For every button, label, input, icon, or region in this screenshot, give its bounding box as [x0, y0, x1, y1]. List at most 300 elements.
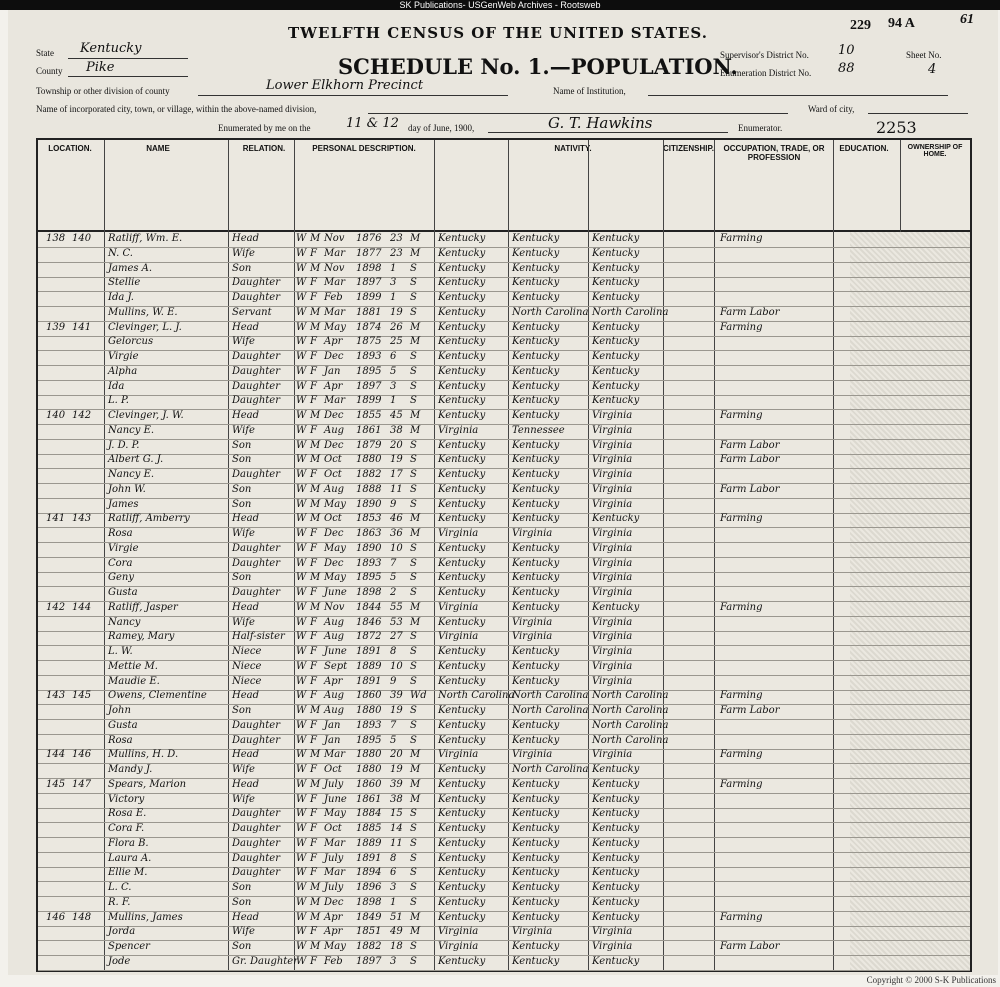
table-row [38, 866, 970, 882]
father-birthplace: Kentucky [512, 557, 560, 569]
race: W [296, 734, 307, 746]
relation: Daughter [232, 292, 280, 303]
birthplace: Kentucky [438, 351, 486, 362]
father-birthplace: Kentucky [512, 837, 560, 849]
sex: F [310, 631, 317, 643]
birth-month: Oct [324, 454, 342, 466]
table-row [38, 689, 970, 705]
table-row [38, 881, 970, 897]
relation: Head [232, 690, 260, 702]
age: 19 [390, 705, 403, 716]
relation: Head [232, 911, 260, 923]
birth-year: 1884 [356, 808, 382, 820]
enumeration-value: 88 [838, 61, 855, 76]
birthplace: Kentucky [438, 587, 486, 598]
sex: F [310, 823, 317, 834]
race: W [296, 705, 307, 716]
race: W [296, 351, 307, 362]
birth-year: 1893 [356, 719, 382, 731]
birthplace: Kentucky [438, 911, 486, 923]
race: W [296, 557, 307, 569]
person-name: Nancy E. [108, 469, 155, 480]
person-name: Ratliff, Wm. E. [108, 233, 183, 244]
mother-birthplace: Virginia [592, 528, 633, 539]
mother-birthplace: Kentucky [592, 336, 640, 348]
birthplace: Kentucky [438, 837, 486, 849]
birth-month: Apr [324, 675, 343, 687]
birthplace: Virginia [438, 941, 479, 952]
marital-status: S [410, 823, 417, 834]
marital-status: M [410, 528, 421, 539]
marital-status: M [410, 247, 421, 259]
birthplace: Kentucky [438, 542, 486, 554]
person-name: Laura A. [108, 852, 152, 864]
table-row [38, 704, 970, 720]
race: W [296, 306, 307, 318]
marital-status: S [410, 572, 417, 584]
birth-year: 1889 [356, 660, 382, 672]
table-row [38, 955, 970, 971]
race: W [296, 867, 307, 879]
sex: F [310, 675, 317, 687]
mother-birthplace: Kentucky [592, 395, 640, 407]
birth-month: May [324, 572, 346, 584]
relation: Daughter [232, 852, 280, 864]
marital-status: S [410, 469, 417, 480]
marital-status: S [410, 380, 417, 392]
table-row [38, 262, 970, 278]
race: W [296, 247, 307, 259]
table-row [38, 321, 970, 337]
relation: Niece [232, 660, 262, 672]
birth-month: Jan [324, 734, 341, 746]
sex: M [310, 896, 321, 908]
father-birthplace: Kentucky [512, 542, 560, 554]
person-name: Flora B. [108, 837, 149, 849]
state-value: Kentucky [80, 41, 142, 56]
sex: M [310, 778, 321, 790]
mother-birthplace: Kentucky [592, 380, 640, 392]
sex: M [310, 498, 321, 510]
race: W [296, 336, 307, 348]
father-birthplace: Kentucky [512, 395, 560, 407]
sex: M [310, 306, 321, 318]
birth-year: 1897 [356, 277, 382, 289]
relation: Daughter [232, 469, 280, 480]
mother-birthplace: Kentucky [592, 262, 640, 274]
birth-year: 1899 [356, 395, 382, 407]
birthplace: Kentucky [438, 808, 486, 820]
age: 7 [390, 719, 397, 731]
marital-status: M [410, 911, 421, 923]
occupation: Farming [720, 513, 763, 525]
race: W [296, 837, 307, 849]
table-row [38, 911, 970, 927]
dwelling-number: 142 [46, 601, 66, 613]
table-row [38, 542, 970, 558]
marital-status: S [410, 498, 417, 510]
father-birthplace: Kentucky [512, 262, 560, 274]
sex: F [310, 557, 317, 569]
birth-year: 1885 [356, 823, 382, 834]
mother-birthplace: Kentucky [592, 911, 640, 923]
dwelling-number: 141 [46, 513, 66, 525]
age: 3 [390, 955, 397, 967]
birth-year: 1882 [356, 469, 382, 480]
col-ownership: OWNERSHIP OF HOME. [907, 144, 963, 158]
relation: Daughter [232, 542, 280, 554]
person-name: Gelorcus [108, 336, 154, 348]
age: 9 [390, 498, 397, 510]
birth-month: Aug [324, 690, 345, 702]
person-name: Gusta [108, 587, 138, 598]
birth-month: Apr [324, 380, 343, 392]
birth-month: July [324, 882, 344, 893]
relation: Son [232, 882, 252, 893]
father-birthplace: Kentucky [512, 469, 560, 480]
age: 20 [390, 749, 403, 761]
race: W [296, 601, 307, 613]
relation: Wife [232, 793, 255, 805]
relation: Daughter [232, 587, 280, 598]
relation: Daughter [232, 719, 280, 731]
race: W [296, 587, 307, 598]
father-birthplace: Kentucky [512, 793, 560, 805]
birth-month: May [324, 498, 346, 510]
birthplace: Kentucky [438, 454, 486, 466]
birth-month: May [324, 321, 346, 333]
mother-birthplace: Virginia [592, 616, 633, 628]
age: 1 [390, 896, 397, 908]
birth-month: Nov [324, 262, 345, 274]
father-birthplace: Kentucky [512, 365, 560, 377]
birth-month: Nov [324, 601, 345, 613]
table-row [38, 557, 970, 573]
enumerated-label: Enumerated by me on the [218, 123, 311, 133]
father-birthplace: Kentucky [512, 808, 560, 820]
person-name: Jode [108, 955, 131, 967]
birth-month: June [324, 587, 347, 598]
birthplace: Virginia [438, 749, 479, 761]
birthplace: Kentucky [438, 262, 486, 274]
father-birthplace: Virginia [512, 528, 553, 539]
birthplace: Kentucky [438, 498, 486, 510]
age: 39 [390, 778, 403, 790]
table-row [38, 498, 970, 514]
father-birthplace: Kentucky [512, 380, 560, 392]
stamp-number: 2253 [876, 118, 917, 137]
table-row [38, 852, 970, 868]
mother-birthplace: Virginia [592, 424, 633, 436]
marital-status: M [410, 778, 421, 790]
marital-status: S [410, 852, 417, 864]
marital-status: S [410, 941, 417, 952]
table-row [38, 675, 970, 691]
age: 17 [390, 469, 403, 480]
table-row [38, 247, 970, 263]
birth-month: Oct [324, 764, 342, 775]
mother-birthplace: Kentucky [592, 365, 640, 377]
table-row [38, 601, 970, 617]
sex: M [310, 941, 321, 952]
sex: M [310, 321, 321, 333]
birth-year: 1891 [356, 852, 382, 864]
occupation: Farm Labor [720, 941, 780, 952]
sex: F [310, 852, 317, 864]
father-birthplace: Kentucky [512, 572, 560, 584]
birth-month: Apr [324, 911, 343, 923]
person-name: Cora [108, 557, 133, 569]
marital-status: M [410, 749, 421, 761]
table-row [38, 837, 970, 853]
dwelling-number: 145 [46, 778, 66, 790]
person-name: Ida [108, 380, 125, 392]
sex: M [310, 439, 321, 451]
relation: Head [232, 513, 260, 525]
table-row [38, 748, 970, 764]
occupation: Farming [720, 410, 763, 421]
person-name: Spencer [108, 941, 150, 952]
birthplace: Kentucky [438, 336, 486, 348]
birthplace: Kentucky [438, 675, 486, 687]
birth-year: 1855 [356, 410, 382, 421]
birth-month: Nov [324, 233, 345, 244]
birth-month: Mar [324, 247, 345, 259]
birth-month: Oct [324, 823, 342, 834]
age: 1 [390, 395, 397, 407]
marital-status: S [410, 631, 417, 643]
person-name: N. C. [108, 247, 133, 259]
county-value: Pike [86, 60, 115, 75]
person-name: Jorda [108, 926, 136, 938]
occupation: Farm Labor [720, 483, 780, 495]
birth-year: 1860 [356, 690, 382, 702]
person-name: Clevinger, J. W. [108, 410, 184, 421]
father-birthplace: Kentucky [512, 911, 560, 923]
marital-status: M [410, 424, 421, 436]
person-name: James A. [108, 262, 153, 274]
race: W [296, 572, 307, 584]
sex: M [310, 410, 321, 421]
marital-status: S [410, 587, 417, 598]
census-table [36, 138, 972, 972]
race: W [296, 911, 307, 923]
age: 38 [390, 793, 403, 805]
enumeration-label: Enumeration District No. [720, 68, 812, 78]
birth-month: Dec [324, 410, 344, 421]
age: 3 [390, 277, 397, 289]
birth-month: Jan [324, 719, 341, 731]
family-number: 142 [72, 410, 92, 421]
mother-birthplace: Kentucky [592, 601, 640, 613]
relation: Son [232, 439, 252, 451]
birth-year: 1877 [356, 247, 382, 259]
enumerated-day: 11 & 12 [346, 116, 399, 131]
birthplace: Kentucky [438, 734, 486, 746]
table-row [38, 763, 970, 779]
father-birthplace: North Carolina [512, 705, 589, 716]
relation: Son [232, 454, 252, 466]
birth-month: Dec [324, 439, 344, 451]
col-education: EDUCATION. [839, 144, 889, 153]
marital-status: S [410, 867, 417, 879]
mother-birthplace: Kentucky [592, 823, 640, 834]
father-birthplace: Kentucky [512, 734, 560, 746]
race: W [296, 764, 307, 775]
birthplace: Kentucky [438, 896, 486, 908]
father-birthplace: Kentucky [512, 247, 560, 259]
marital-status: S [410, 896, 417, 908]
father-birthplace: North Carolina [512, 306, 589, 318]
person-name: John [108, 705, 131, 716]
relation: Head [232, 410, 260, 421]
birth-month: Dec [324, 896, 344, 908]
race: W [296, 616, 307, 628]
marital-status: M [410, 321, 421, 333]
birthplace: Kentucky [438, 439, 486, 451]
census-title: TWELFTH CENSUS OF THE UNITED STATES. [288, 24, 708, 42]
race: W [296, 941, 307, 952]
sex: F [310, 395, 317, 407]
race: W [296, 793, 307, 805]
sheet-label: Sheet No. [906, 50, 942, 60]
birthplace: Virginia [438, 926, 479, 938]
table-row [38, 586, 970, 602]
relation: Wife [232, 616, 255, 628]
age: 23 [390, 233, 403, 244]
table-row [38, 630, 970, 646]
birth-year: 1863 [356, 528, 382, 539]
birth-year: 1897 [356, 955, 382, 967]
father-birthplace: Kentucky [512, 675, 560, 687]
age: 5 [390, 365, 397, 377]
race: W [296, 365, 307, 377]
relation: Wife [232, 424, 255, 436]
birthplace: Kentucky [438, 572, 486, 584]
person-name: Victory [108, 793, 145, 805]
marital-status: S [410, 454, 417, 466]
father-birthplace: Kentucky [512, 513, 560, 525]
marital-status: S [410, 837, 417, 849]
person-name: Maudie E. [108, 675, 160, 687]
birth-year: 1861 [356, 793, 382, 805]
birth-month: May [324, 808, 346, 820]
birth-month: May [324, 542, 346, 554]
enumerator-label: Enumerator. [738, 123, 783, 133]
birthplace: Kentucky [438, 823, 486, 834]
marital-status: M [410, 616, 421, 628]
sex: F [310, 837, 317, 849]
birth-month: Feb [324, 955, 343, 967]
mother-birthplace: Virginia [592, 498, 633, 510]
relation: Wife [232, 926, 255, 938]
birth-month: Dec [324, 351, 344, 362]
table-row [38, 291, 970, 307]
birth-year: 1874 [356, 321, 382, 333]
birth-year: 1898 [356, 262, 382, 274]
age: 53 [390, 616, 403, 628]
occupation: Farm Labor [720, 705, 780, 716]
age: 6 [390, 867, 397, 879]
birth-year: 1895 [356, 734, 382, 746]
age: 27 [390, 631, 403, 643]
marital-status: S [410, 808, 417, 820]
mother-birthplace: Virginia [592, 469, 633, 480]
col-location: LOCATION. [48, 144, 92, 153]
page-stamp: 94 A [888, 16, 915, 31]
col-name: NAME [146, 144, 170, 153]
relation: Half-sister [232, 631, 285, 643]
sex: F [310, 616, 317, 628]
birth-year: 1879 [356, 439, 382, 451]
age: 23 [390, 247, 403, 259]
sex: F [310, 587, 317, 598]
birth-year: 1849 [356, 911, 382, 923]
birth-year: 1872 [356, 631, 382, 643]
person-name: Mullins, H. D. [108, 749, 179, 761]
mother-birthplace: Kentucky [592, 351, 640, 362]
mother-birthplace: Kentucky [592, 764, 640, 775]
age: 18 [390, 941, 403, 952]
race: W [296, 439, 307, 451]
race: W [296, 749, 307, 761]
marital-status: M [410, 793, 421, 805]
race: W [296, 498, 307, 510]
occupation: Farming [720, 601, 763, 613]
occupation: Farming [720, 690, 763, 702]
sex: M [310, 882, 321, 893]
person-name: Virgie [108, 542, 139, 554]
father-birthplace: Kentucky [512, 867, 560, 879]
sex: F [310, 542, 317, 554]
person-name: Ratliff, Amberry [108, 513, 190, 525]
person-name: Owens, Clementine [108, 690, 207, 702]
dwelling-number: 138 [46, 233, 66, 244]
age: 3 [390, 380, 397, 392]
sex: F [310, 764, 317, 775]
birth-month: Mar [324, 395, 345, 407]
birth-year: 1844 [356, 601, 382, 613]
table-row [38, 527, 970, 543]
birth-month: Dec [324, 557, 344, 569]
birth-year: 1890 [356, 542, 382, 554]
corner-mark: 61 [960, 12, 974, 27]
sex: F [310, 365, 317, 377]
relation: Niece [232, 646, 262, 657]
birth-year: 1893 [356, 557, 382, 569]
marital-status: S [410, 292, 417, 303]
race: W [296, 395, 307, 407]
birth-year: 1846 [356, 616, 382, 628]
marital-status: M [410, 233, 421, 244]
mother-birthplace: North Carolina [592, 690, 669, 702]
race: W [296, 469, 307, 480]
birth-year: 1890 [356, 498, 382, 510]
col-relation: RELATION. [242, 144, 286, 153]
relation: Head [232, 321, 260, 333]
age: 10 [390, 542, 403, 554]
birth-month: July [324, 778, 344, 790]
birth-year: 1876 [356, 233, 382, 244]
race: W [296, 380, 307, 392]
marital-status: M [410, 410, 421, 421]
table-row [38, 380, 970, 396]
birth-month: Jan [324, 365, 341, 377]
race: W [296, 955, 307, 967]
occupation: Farming [720, 749, 763, 761]
person-name: Mullins, W. E. [108, 306, 178, 318]
mother-birthplace: Virginia [592, 941, 633, 952]
